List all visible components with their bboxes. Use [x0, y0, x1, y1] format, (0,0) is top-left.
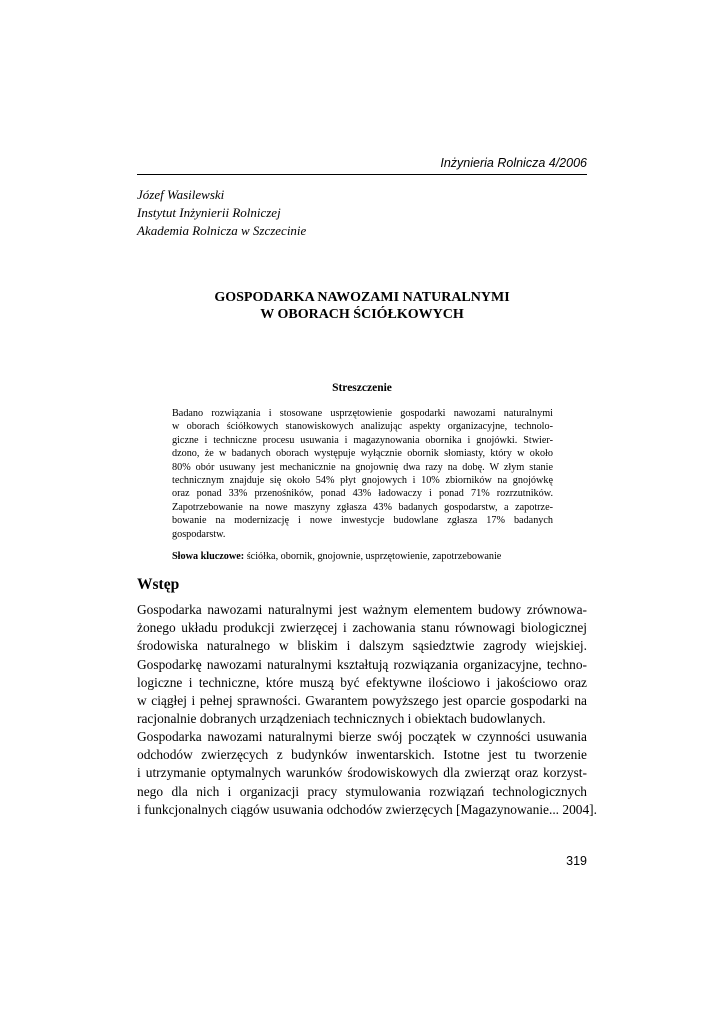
paper-title	[137, 289, 587, 323]
author-institute: Instytut Inżynierii Rolniczej	[137, 205, 281, 220]
paragraph-line: żonego układu produkcji zwierzęcej i zachowania stanu równowagi biologicznej	[137, 620, 587, 636]
paragraph-line: racjonalnie dobranych urządzeniach technicznych i obiektach budowlanych.	[137, 711, 546, 727]
paragraph-line: Gospodarka nawozami naturalnymi bierze swój początek w czynności usuwania	[137, 729, 587, 744]
keywords-list: ściółka, obornik, gnojownie, usprzętowienie, zapotrzebowanie	[244, 551, 502, 562]
section-heading: Wstęp	[137, 576, 180, 593]
keywords	[172, 551, 553, 562]
paragraph-line: logiczne i techniczne, które muszą być efektywne ilościowo i jakościowo oraz	[137, 674, 587, 690]
author-block	[137, 186, 437, 240]
paragraph-line: nego dla nich i organizacji pracy stymulowania rozwiązań technologicznych	[137, 783, 587, 799]
body-paragraph	[137, 728, 597, 819]
paragraph-line: i utrzymanie optymalnych warunków środowiskowych dla zwierząt oraz korzyst-	[137, 765, 587, 781]
body-paragraph	[137, 601, 587, 728]
abstract-line: Badano rozwiązania i stosowane usprzętowienie gospodarki nawozami naturalnymi	[172, 408, 553, 419]
paragraph-line: odchodów zwierzęcych z budynków inwentarskich. Istotne jest tu tworzenie	[137, 747, 587, 763]
abstract-heading: Streszczenie	[332, 382, 392, 394]
paragraph-line: w ciągłej i pełnej sprawności. Gwarantem powyższego jest oparcie gospodarki na	[137, 692, 587, 708]
journal-header: Inżynieria Rolnicza 4/2006	[440, 156, 587, 170]
abstract-line: w oborach ściółkowych stanowiskowych analizując aspekty organizacyjne, technolo-	[172, 421, 553, 433]
paragraph-line: środowiska naturalnego w bliskim i dalszym sąsiedztwie zagrody wiejskiej.	[137, 638, 587, 654]
paper-title-line: GOSPODARKA NAWOZAMI NATURALNYMI	[214, 290, 510, 305]
paper-title-line: W OBORACH ŚCIÓŁKOWYCH	[260, 307, 464, 322]
author-name: Józef Wasilewski	[137, 187, 225, 202]
abstract-line: technicznym znajduje się około 54% płyt gnojowych i 10% zbiorników na gnojówkę	[172, 474, 553, 486]
keywords-label: Słowa kluczowe:	[172, 551, 245, 562]
abstract-line: Zapotrzebowanie na nowe maszyny zgłasza 43% badanych gospodarstw, a zapotrze-	[172, 501, 553, 513]
abstract-line: 80% obór usuwany jest mechanicznie na gnojownię dwa razy na dobę. W złym stanie	[172, 461, 553, 473]
abstract-line: giczne i techniczne procesu usuwania i magazynowania obornika i gnojówki. Stwier-	[172, 434, 553, 446]
abstract-line: gospodarstw.	[172, 528, 226, 540]
author-university: Akademia Rolnicza w Szczecinie	[137, 223, 307, 238]
paragraph-line: Gospodarka nawozami naturalnymi jest ważnym elementem budowy zrównowa-	[137, 602, 587, 617]
abstract-line: bowanie na modernizację i nowe inwestycje budowlane zgłasza 17% badanych	[172, 515, 553, 527]
abstract-line: oraz ponad 33% przenośników, ponad 43% ładowaczy i ponad 71% rozrzutników.	[172, 488, 553, 500]
paragraph-line: i funkcjonalnych ciągów usuwania odchodów zwierzęcych [Magazynowanie... 2004].	[137, 801, 597, 817]
paragraph-line: Gospodarkę nawozami naturalnymi kształtują rozwiązania organizacyjne, techno-	[137, 656, 587, 672]
header-divider	[137, 174, 587, 175]
page-number: 319	[566, 854, 587, 868]
abstract-line: dzono, że w badanych oborach występuje wyłącznie obornik słomiasty, który w około	[172, 448, 553, 460]
abstract-text	[172, 407, 553, 541]
